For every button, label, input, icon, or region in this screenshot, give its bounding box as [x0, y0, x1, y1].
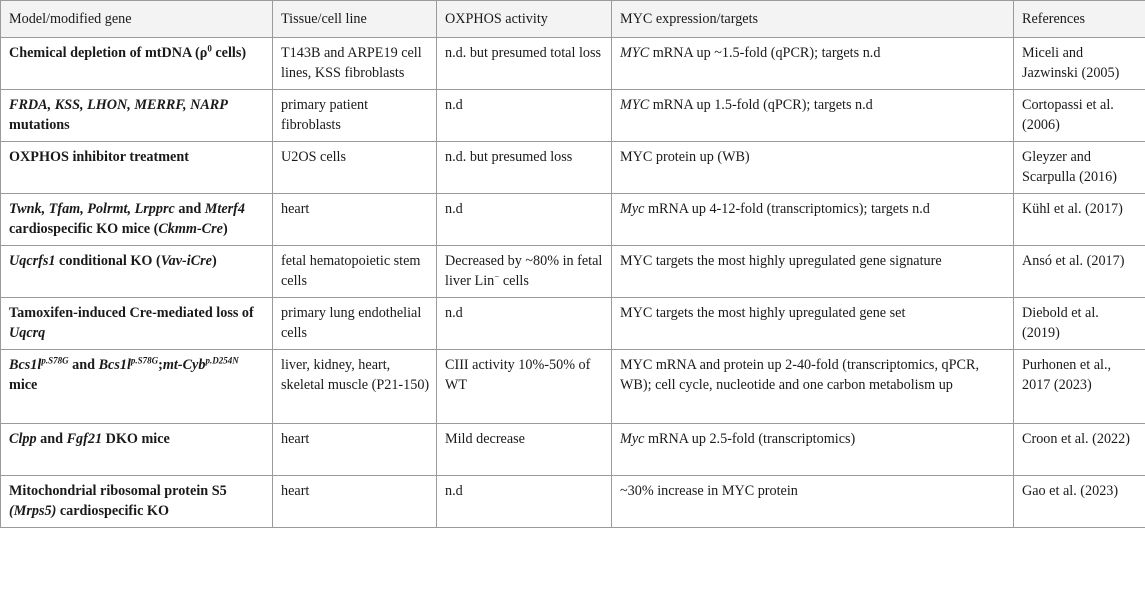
cell-myc: [612, 90, 1014, 142]
cell-text: n.d: [445, 201, 463, 217]
cell-reference: [1014, 38, 1145, 90]
column-header-references: References: [1014, 1, 1145, 38]
cell-tissue: [273, 142, 437, 194]
cell-text: and: [68, 357, 99, 373]
cell-text: p.D254N: [205, 355, 239, 366]
cell-reference: [1014, 142, 1145, 194]
cell-reference: [1014, 350, 1145, 424]
cell-text: Clpp: [9, 431, 37, 447]
table-row: [1, 38, 1145, 90]
cell-text: heart: [281, 201, 310, 217]
cell-text: mRNA up 4-12-fold (transcriptomics); targets n.d: [644, 201, 930, 217]
cell-text: T143B and ARPE19 cell lines, KSS fibroblasts: [281, 45, 422, 81]
header-row: [1, 1, 1145, 38]
cell-tissue: [273, 424, 437, 476]
cell-text: cells): [211, 45, 247, 61]
cell-model: [1, 246, 273, 298]
cell-text: Myc: [620, 201, 645, 217]
table-row: [1, 194, 1145, 246]
cell-text: FRDA, KSS, LHON, MERRF, NARP: [9, 97, 228, 113]
cell-myc: [612, 38, 1014, 90]
cell-text: −: [494, 271, 500, 282]
cell-myc: [612, 194, 1014, 246]
cell-text: MYC targets the most highly upregulated gene set: [620, 305, 906, 321]
cell-text: and: [36, 431, 67, 447]
cell-text: mice: [9, 377, 38, 393]
cell-text: MYC targets the most highly upregulated gene signature: [620, 253, 942, 269]
cell-text: Ckmm-Cre: [158, 221, 223, 237]
cell-tissue: [273, 246, 437, 298]
cell-text: Myc: [620, 431, 645, 447]
table-row: [1, 350, 1145, 424]
cell-oxphos: [437, 90, 612, 142]
cell-text: heart: [281, 483, 310, 499]
cell-tissue: [273, 298, 437, 350]
cell-model: [1, 424, 273, 476]
cell-text: n.d: [445, 483, 463, 499]
cell-oxphos: [437, 246, 612, 298]
cell-text: liver, kidney, heart, skeletal muscle (P21-150): [281, 357, 430, 393]
cell-text: OXPHOS inhibitor treatment: [9, 149, 189, 165]
cell-text: cardiospecific KO mice (: [9, 221, 159, 237]
cell-text: p.S78G: [130, 355, 159, 366]
cell-reference: [1014, 90, 1145, 142]
cell-text: p.S78G: [41, 355, 69, 366]
cell-text: mRNA up 2.5-fold (transcriptomics): [644, 431, 856, 447]
cell-text: primary patient fibroblasts: [281, 97, 369, 133]
cell-reference: [1014, 298, 1145, 350]
cell-text: Kühl et al. (2017): [1022, 201, 1123, 217]
cell-text: conditional KO (: [55, 253, 161, 269]
cell-text: Vav-iCre: [160, 253, 212, 269]
cell-oxphos: [437, 298, 612, 350]
column-header-tissue: Tissue/cell line: [273, 1, 437, 38]
cell-tissue: [273, 90, 437, 142]
cell-text: Mterf4: [204, 201, 245, 217]
table-row: [1, 142, 1145, 194]
cell-text: Bcs1l: [9, 357, 42, 373]
cell-text: Cortopassi et al. (2006): [1022, 97, 1114, 133]
cell-text: Ansó et al. (2017): [1022, 253, 1125, 269]
cell-oxphos: [437, 142, 612, 194]
cell-text: fetal hematopoietic stem cells: [281, 253, 421, 289]
cell-text: DKO mice: [102, 431, 170, 447]
cell-text: MYC: [620, 97, 650, 113]
cell-text: Croon et al. (2022): [1022, 431, 1130, 447]
cell-tissue: [273, 476, 437, 528]
cell-text: MYC protein up (WB): [620, 149, 750, 165]
cell-text: mRNA up ~1.5-fold (qPCR); targets n.d: [649, 45, 881, 61]
cell-text: MYC mRNA and protein up 2-40-fold (transcriptomics, qPCR, WB); cell cycle, nucleotide and one carbon metabolism up: [620, 357, 979, 393]
table-body: [1, 38, 1145, 528]
cell-text: primary lung endothelial cells: [281, 305, 422, 341]
cell-model: [1, 38, 273, 90]
column-header-myc: MYC expression/targets: [612, 1, 1014, 38]
cell-text: (Mrps5): [9, 503, 57, 519]
cell-oxphos: [437, 38, 612, 90]
cell-myc: [612, 424, 1014, 476]
cell-text: Decreased by ~80% in fetal liver Lin: [445, 253, 603, 289]
cell-model: [1, 298, 273, 350]
cell-reference: [1014, 194, 1145, 246]
cell-tissue: [273, 194, 437, 246]
cell-text: ): [211, 253, 217, 269]
cell-text: 0: [207, 43, 212, 54]
cell-myc: [612, 298, 1014, 350]
cell-tissue: [273, 38, 437, 90]
column-header-oxphos: OXPHOS activity: [437, 1, 612, 38]
cell-model: [1, 350, 273, 424]
cell-model: [1, 194, 273, 246]
cell-myc: [612, 350, 1014, 424]
cell-text: n.d: [445, 97, 463, 113]
cell-text: Bcs1l: [98, 357, 131, 373]
cell-text: Miceli and Jazwinski (2005): [1022, 45, 1120, 81]
cell-text: ;: [158, 357, 163, 373]
table-row: [1, 424, 1145, 476]
table-row: [1, 90, 1145, 142]
cell-text: Mitochondrial ribosomal protein S5: [9, 483, 227, 499]
cell-text: Purhonen et al., 2017 (2023): [1022, 357, 1112, 393]
cell-tissue: [273, 350, 437, 424]
cell-oxphos: [437, 476, 612, 528]
cell-model: [1, 90, 273, 142]
cell-text: ): [222, 221, 228, 237]
cell-text: Twnk, Tfam, Polrmt, Lrpprc: [9, 201, 175, 217]
cell-text: mutations: [9, 117, 70, 133]
cell-oxphos: [437, 350, 612, 424]
cell-model: [1, 476, 273, 528]
cell-reference: [1014, 476, 1145, 528]
cell-text: mt-Cyb: [162, 357, 206, 373]
cell-oxphos: [437, 424, 612, 476]
cell-text: Diebold et al. (2019): [1022, 305, 1099, 341]
cell-text: Fgf21: [66, 431, 103, 447]
cell-text: heart: [281, 431, 310, 447]
cell-text: and: [174, 201, 205, 217]
cell-text: n.d. but presumed loss: [445, 149, 573, 165]
cell-text: n.d: [445, 305, 463, 321]
table-row: [1, 246, 1145, 298]
cell-text: MYC: [620, 45, 650, 61]
cell-text: Chemical depletion of mtDNA (ρ: [9, 45, 208, 61]
cell-reference: [1014, 246, 1145, 298]
cell-myc: [612, 246, 1014, 298]
cell-myc: [612, 142, 1014, 194]
cell-reference: [1014, 424, 1145, 476]
cell-text: Gleyzer and Scarpulla (2016): [1022, 149, 1117, 185]
cell-text: Uqcrq: [9, 325, 46, 341]
cell-text: cardiospecific KO: [56, 503, 169, 519]
cell-model: [1, 142, 273, 194]
table-row: [1, 298, 1145, 350]
table-row: [1, 476, 1145, 528]
cell-text: U2OS cells: [281, 149, 347, 165]
cell-text: ~30% increase in MYC protein: [620, 483, 798, 499]
cell-oxphos: [437, 194, 612, 246]
cell-text: mRNA up 1.5-fold (qPCR); targets n.d: [649, 97, 873, 113]
cell-myc: [612, 476, 1014, 528]
cell-text: CIII activity 10%-50% of WT: [445, 357, 591, 393]
cell-text: cells: [499, 273, 529, 289]
cell-text: Mild decrease: [445, 431, 525, 447]
cell-text: Uqcrfs1: [9, 253, 56, 269]
column-header-model: Model/modified gene: [1, 1, 273, 38]
cell-text: Gao et al. (2023): [1022, 483, 1119, 499]
cell-text: n.d. but presumed total loss: [445, 45, 602, 61]
cell-text: Tamoxifen-induced Cre-mediated loss of: [9, 305, 254, 321]
